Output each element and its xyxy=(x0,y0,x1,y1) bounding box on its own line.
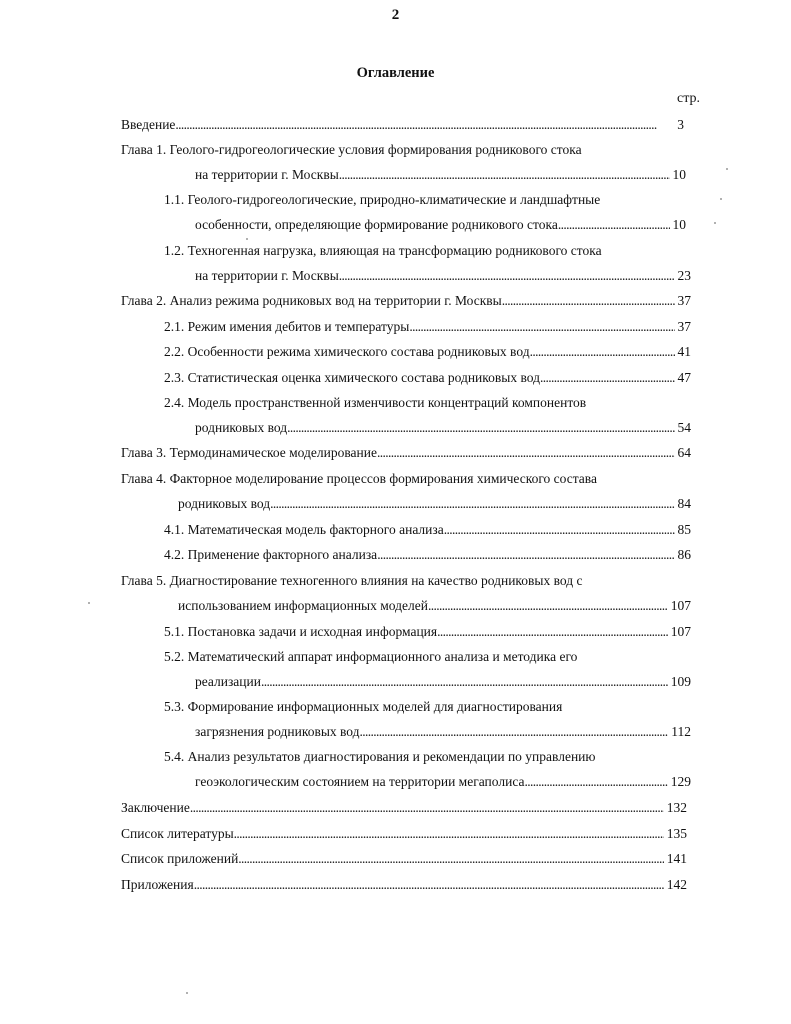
entry-title-cont: загрязнения родниковых вод xyxy=(195,724,360,739)
entry-title: Глава 4. Факторное моделирование процессов формирования химического состава xyxy=(121,471,597,486)
dot-leader xyxy=(190,799,664,817)
dot-leader xyxy=(339,267,675,285)
entry-page: 107 xyxy=(670,624,691,639)
dot-leader xyxy=(540,369,675,387)
dot-leader xyxy=(502,292,675,310)
entry-title: 2.1. Режим имения дебитов и температуры xyxy=(164,319,410,334)
dot-leader xyxy=(261,673,668,691)
entry-title: 1.1. Геолого-гидрогеологические, природно-климатические и ландшафтные xyxy=(164,192,601,207)
entry-title: Глава 5. Диагностирование техногенного влияния на качество родниковых вод с xyxy=(121,573,583,588)
entry-title: 5.1. Постановка задачи и исходная информация xyxy=(164,624,438,639)
entry-title-cont: родниковых вод xyxy=(195,420,288,435)
entry-page: 141 xyxy=(666,851,687,866)
entry-title-cont: на территории г. Москвы xyxy=(195,268,339,283)
dot-leader xyxy=(428,597,668,615)
dot-leader xyxy=(377,444,675,462)
entry-page: 23 xyxy=(677,268,691,283)
entry-page: 47 xyxy=(677,370,691,385)
entry-title-cont: особенности, определяющие формирование родникового стока xyxy=(195,217,558,232)
entry-title-cont: на территории г. Москвы xyxy=(195,167,339,182)
dot-leader xyxy=(377,546,674,564)
dot-leader xyxy=(558,216,670,234)
dot-leader xyxy=(270,495,674,513)
entry-title: 5.3. Формирование информационных моделей для диагностирования xyxy=(164,699,563,714)
entry-page: 10 xyxy=(672,167,686,182)
dot-leader xyxy=(530,343,675,361)
dot-leader xyxy=(360,723,669,741)
toc-title: Оглавление xyxy=(356,65,435,81)
speck xyxy=(726,168,728,170)
entry-title-cont: реализации xyxy=(195,674,261,689)
dot-leader xyxy=(437,623,668,641)
dot-leader xyxy=(339,166,670,184)
entry-page: 135 xyxy=(666,826,687,841)
entry-title: Приложения xyxy=(121,877,194,892)
entry-title: 1.2. Техногенная нагрузка, влияющая на трансформацию родникового стока xyxy=(164,243,602,258)
dot-leader xyxy=(287,419,674,437)
entry-page: 64 xyxy=(677,445,691,460)
entry-page: 142 xyxy=(666,877,687,892)
entry-title: 2.2. Особенности режима химического состава родниковых вод xyxy=(164,344,530,359)
dot-leader xyxy=(194,876,664,894)
entry-page: 37 xyxy=(677,293,691,308)
entry-title-cont: геоэкологическим состоянием на территории мегаполиса xyxy=(195,774,525,789)
entry-title: Список приложений xyxy=(121,851,239,866)
entry-page: 37 xyxy=(677,319,691,334)
entry-page: 129 xyxy=(670,774,691,789)
entry-page: 85 xyxy=(677,522,691,537)
entry-page: 109 xyxy=(670,674,691,689)
entry-page: 84 xyxy=(677,496,691,511)
entry-page: 132 xyxy=(666,800,687,815)
dot-leader xyxy=(175,116,674,134)
speck xyxy=(720,198,722,200)
entry-page: 54 xyxy=(677,420,691,435)
entry-page: 41 xyxy=(677,344,691,359)
entry-title: Список литературы xyxy=(121,826,234,841)
entry-title: Глава 3. Термодинамическое моделирование xyxy=(121,445,377,460)
entry-title: Заключение xyxy=(121,800,190,815)
entry-page: 112 xyxy=(671,724,691,739)
entry-title: 2.4. Модель пространственной изменчивости концентраций компонентов xyxy=(164,395,587,410)
entry-title: 4.1. Математическая модель факторного анализа xyxy=(164,522,444,537)
entry-page: 86 xyxy=(677,547,691,562)
entry-title: Глава 2. Анализ режима родниковых вод на территории г. Москвы xyxy=(121,293,502,308)
entry-title: 5.2. Математический аппарат информационного анализа и методика его xyxy=(164,649,578,664)
entry-page: 107 xyxy=(670,598,691,613)
entry-title: 2.3. Статистическая оценка химического состава родниковых вод xyxy=(164,370,540,385)
dot-leader xyxy=(238,850,663,868)
entry-title: Глава 1. Геолого-гидрогеологические условия формирования родникового стока xyxy=(121,142,582,157)
entry-page: 10 xyxy=(672,217,686,232)
dot-leader xyxy=(524,773,667,791)
speck xyxy=(714,222,716,224)
entry-title-cont: родниковых вод xyxy=(178,496,271,511)
entry-title: 4.2. Применение факторного анализа xyxy=(164,547,378,562)
speck xyxy=(186,992,188,994)
entry-title: Введение xyxy=(121,117,176,132)
dot-leader xyxy=(444,521,675,539)
dot-leader xyxy=(234,825,664,843)
speck xyxy=(88,602,90,604)
entry-title: 5.4. Анализ результатов диагностирования и рекомендации по управлению xyxy=(164,749,596,764)
speck xyxy=(246,238,248,240)
dot-leader xyxy=(409,318,674,336)
page-number: 2 xyxy=(391,7,400,23)
entry-title-cont: использованием информационных моделей xyxy=(178,598,428,613)
entry-page: 3 xyxy=(677,117,684,132)
page-column-label: стр. xyxy=(676,91,700,106)
